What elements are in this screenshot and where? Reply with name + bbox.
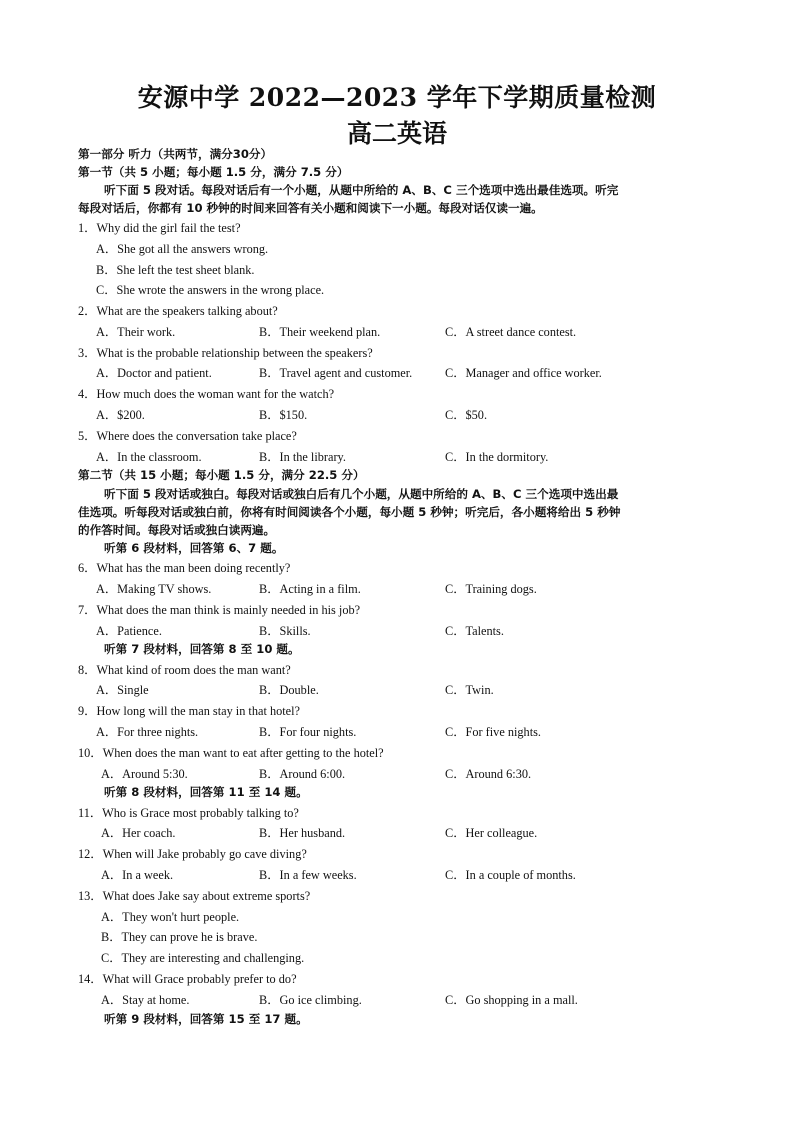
option-b: B．Double. bbox=[259, 683, 319, 697]
option-c: C．They are interesting and challenging. bbox=[101, 951, 305, 965]
question-stem: 6．What has the man been doing recently? bbox=[78, 561, 291, 575]
option-b: B．In the library. bbox=[259, 450, 346, 464]
option-b: B．She left the test sheet blank. bbox=[96, 263, 255, 277]
question-stem: 12．When will Jake probably go cave diving? bbox=[78, 847, 307, 861]
option-c: C．In a couple of months. bbox=[445, 868, 576, 882]
option-a: A．In a week. bbox=[101, 868, 174, 882]
material-6-heading: 听第 6 段材料，回答第 6、7 题。 bbox=[104, 541, 284, 555]
option-a: A．They won't hurt people. bbox=[101, 910, 240, 924]
option-a: A．Around 5:30. bbox=[101, 767, 188, 781]
option-b: B．Skills. bbox=[259, 624, 311, 638]
option-a: A．Making TV shows. bbox=[96, 582, 212, 596]
option-b: B．They can prove he is brave. bbox=[101, 930, 258, 944]
option-b: B．For four nights. bbox=[259, 725, 357, 739]
option-b: B．Around 6:00. bbox=[259, 767, 346, 781]
question-stem: 1．Why did the girl fail the test? bbox=[78, 221, 241, 235]
option-c: C．In the dormitory. bbox=[445, 450, 549, 464]
option-b: B．Acting in a film. bbox=[259, 582, 361, 596]
option-b: B．Their weekend plan. bbox=[259, 325, 381, 339]
option-a: A．$200. bbox=[96, 408, 145, 422]
question-stem: 9．How long will the man stay in that hotel? bbox=[78, 704, 300, 718]
option-c: C．For five nights. bbox=[445, 725, 541, 739]
question-stem: 10．When does the man want to eat after getting to the hotel? bbox=[78, 746, 384, 760]
option-c: C．Around 6:30. bbox=[445, 767, 532, 781]
section2-heading: 第二节（共 15 小题；每小题 1.5 分，满分 22.5 分） bbox=[78, 468, 365, 482]
option-a: A．For three nights. bbox=[96, 725, 199, 739]
option-c: C．Training dogs. bbox=[445, 582, 537, 596]
option-c: C．$50. bbox=[445, 408, 488, 422]
question-stem: 7．What does the man think is mainly needed in his job? bbox=[78, 603, 361, 617]
question-stem: 8．What kind of room does the man want? bbox=[78, 663, 291, 677]
page-subtitle: 高二英语 bbox=[346, 119, 447, 148]
option-c: C．A street dance contest. bbox=[445, 325, 577, 339]
material-7-heading: 听第 7 段材料，回答第 8 至 10 题。 bbox=[104, 642, 300, 656]
option-c: C．Go shopping in a mall. bbox=[445, 993, 578, 1007]
option-a: A．Doctor and patient. bbox=[96, 366, 212, 380]
option-b: B．Go ice climbing. bbox=[259, 993, 362, 1007]
section2-instruction-line1: 听下面 5 段对话或独白。每段对话或独白后有几个小题，从题中所给的 A、B、C 三个选项中选出最 bbox=[104, 487, 619, 501]
part1-heading: 第一部分 听力（共两节，满分30分） bbox=[78, 147, 273, 161]
question-stem: 5．Where does the conversation take place? bbox=[78, 429, 297, 443]
option-b: B．In a few weeks. bbox=[259, 868, 357, 882]
option-b: B．Travel agent and customer. bbox=[259, 366, 413, 380]
question-stem: 3．What is the probable relationship between the speakers? bbox=[78, 346, 373, 360]
section2-instruction-line3: 的作答时间。每段对话或独白读两遍。 bbox=[78, 523, 276, 537]
option-a: A．Her coach. bbox=[101, 826, 176, 840]
question-stem: 13．What does Jake say about extreme sports? bbox=[78, 889, 311, 903]
option-b: B．Her husband. bbox=[259, 826, 346, 840]
question-stem: 14．What will Grace probably prefer to do? bbox=[78, 972, 297, 986]
option-c: C．Her colleague. bbox=[445, 826, 538, 840]
material-8-heading: 听第 8 段材料，回答第 11 至 14 题。 bbox=[104, 785, 308, 799]
question-stem: 4．How much does the woman want for the watch? bbox=[78, 387, 335, 401]
question-stem: 2．What are the speakers talking about? bbox=[78, 304, 278, 318]
option-a: A．Their work. bbox=[96, 325, 176, 339]
option-a: A．Stay at home. bbox=[101, 993, 190, 1007]
option-c: C．Talents. bbox=[445, 624, 504, 638]
option-a: A．She got all the answers wrong. bbox=[96, 242, 269, 256]
question-stem: 11．Who is Grace most probably talking to? bbox=[78, 806, 299, 820]
material-9-heading: 听第 9 段材料，回答第 15 至 17 题。 bbox=[104, 1012, 308, 1026]
option-a: A．Single bbox=[96, 683, 149, 697]
option-a: A．In the classroom. bbox=[96, 450, 202, 464]
section1-instruction-line1: 听下面 5 段对话。每段对话后有一个小题，从题中所给的 A、B、C 三个选项中选出最佳选项。听完 bbox=[104, 183, 619, 197]
page-title: 安源中学 2022—2023 学年下学期质量检测 bbox=[137, 83, 657, 112]
option-a: A．Patience. bbox=[96, 624, 162, 638]
section1-instruction-line2: 每段对话后，你都有 10 秒钟的时间来回答有关小题和阅读下一小题。每段对话仅读一遍。 bbox=[78, 201, 543, 215]
section1-heading: 第一节（共 5 小题；每小题 1.5 分，满分 7.5 分） bbox=[78, 165, 349, 179]
section2-instruction-line2: 佳选项。听每段对话或独白前，你将有时间阅读各个小题，每小题 5 秒钟；听完后，各小题将给出 5 秒钟 bbox=[78, 505, 621, 519]
option-c: C．She wrote the answers in the wrong place. bbox=[96, 283, 325, 297]
option-c: C．Manager and office worker. bbox=[445, 366, 602, 380]
option-c: C．Twin. bbox=[445, 683, 494, 697]
option-b: B．$150. bbox=[259, 408, 308, 422]
